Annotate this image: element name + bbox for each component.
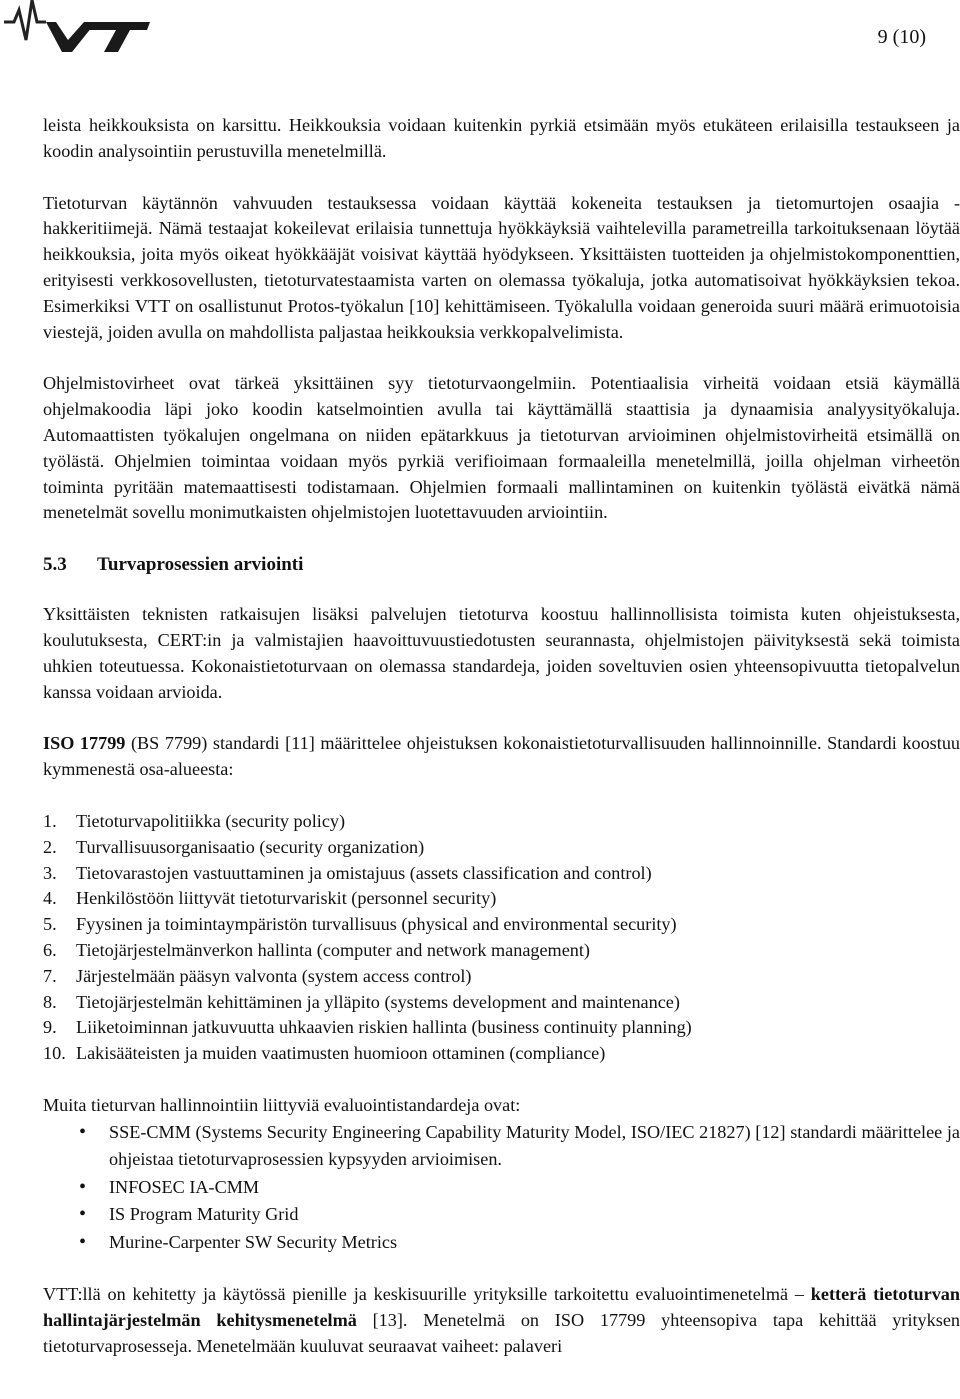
list-item [43,1015,960,1041]
list-item [43,886,960,912]
iso-standard-name: ISO 17799 [43,733,126,754]
section-heading [43,552,960,578]
list-item-text: Tietoturvapolitiikka (security policy) [76,810,346,831]
list-item-number: 3. [43,862,57,883]
paragraph-6: Muita tieturvan hallinnointiin liittyviä evaluointistandardeja ovat: [43,1094,521,1115]
list-item-number: 6. [43,939,57,960]
list-item [43,938,960,964]
list-item [43,809,960,835]
list-item-text: Fyysinen ja toimintaympäristön turvallisuus (physical and environmental security) [76,914,677,935]
document-body [43,113,960,1386]
list-item [43,990,960,1016]
method-name: ketterä tietoturvan hallintajärjestelmän kehitysmenetelmä [43,1284,960,1330]
list-item-text: Lakisääteisten ja muiden vaatimusten huomioon ottaminen (compliance) [76,1043,606,1064]
iso-domain-list [43,809,960,1067]
list-item-number: 7. [43,965,57,986]
list-item-number: 5. [43,914,57,935]
list-item-number: 10. [43,1043,66,1064]
bullet-item: • Murine-Carpenter SW Security Metrics [43,1229,960,1257]
page-header [0,0,960,90]
list-item-text: Turvallisuusorganisaatio (security organization) [76,836,425,857]
list-item-number: 9. [43,1017,57,1038]
list-item [43,835,960,861]
bullet-item: • SSE-CMM (Systems Security Engineering Capability Maturity Model, ISO/IEC 21827) [12] standardi määrittelee ja ohjeistaa tietoturvaprosessien kypsyyden arvioimisen. [43,1119,960,1174]
list-item-text: Tietojärjestelmänverkon hallinta (computer and network management) [76,939,590,960]
list-item-text: Tietojärjestelmän kehittäminen ja ylläpito (systems development and maintenance) [76,991,680,1012]
standards-bullet-list [43,1119,960,1257]
logo-text: VTT [152,56,154,57]
paragraph-1: leista heikkouksista on karsittu. Heikkouksia voidaan kuitenkin pyrkiä etsimään myös etukäteen erilaisilla testaukseen ja koodin analysointiin perustuvilla menetelmillä. [43,115,960,161]
list-item [43,964,960,990]
bullet-item: • INFOSEC IA-CMM [43,1174,960,1202]
list-item [43,1041,960,1067]
list-item-number: 8. [43,991,57,1012]
list-item [43,912,960,938]
list-item-text: Järjestelmään pääsyn valvonta (system access control) [76,965,472,986]
list-item-text: Henkilöstöön liittyvät tietoturvariskit (personnel security) [76,888,497,909]
paragraph-2: Tietoturvan käytännön vahvuuden testauksessa voidaan käyttää kokeneita testauksen ja tietomurtojen osaajia - hakkeritiimejä. Nämä testaajat kokeilevat erilaisia tunnettuja hyökkäyksiä vaihtelevilla parametreilla tarkoituksenaan löytää heikkouksia, joita myös oikeat hyökkääjät voisivat käyttää hyödykseen. Yksittäisten tuotteiden ja ohjelmistokomponenttien, erityisesti verkkosovellusten, tietoturvatestaamista varten on olemassa työkaluja, jotka automatisoivat hyökkäyksien tekoa. Esimerkiksi VTT on osallistunut Protos-työkalun [10] kehittämiseen. Työkalulla voidaan generoida suuri määrä erimuotoisia viestejä, joiden avulla on mahdollista paljastaa heikkouksia verkkopalvelimista. [43,192,960,342]
paragraph-5: ISO 17799 (BS 7799) standardi [11] määrittelee ohjeistuksen kokonaistietoturvallisuuden hallinnoinnille. Standardi koostuu kymmenestä osa-alueesta: [43,733,960,780]
section-number: 5.3 [43,554,67,576]
paragraph-3: Ohjelmistovirheet ovat tärkeä yksittäinen syy tietoturvaongelmiin. Potentiaalisia virheitä voidaan etsiä käymällä ohjelmakoodia läpi joko koodin katselmointien avulla tai käyttämällä staattisia ja dynaamisia analyysityökaluja. Automaattisten työkalujen ongelmana on niiden epätarkkuus ja tietoturvan arvioiminen ohjelmistovirheitä etsimällä on työlästä. Ohjelmien toimintaa voidaan myös pyrkiä verifioimaan formaaleilla menetelmillä, joilla ohjelman virheetön toiminta pyritään matemaattisesti todistamaan. Ohjelmien formaali mallintaminen on kuitenkin työlästä eivätkä nämä menetelmät sovellu monimutkaisten ohjelmistojen luotettavuuden arviointiin. [43,373,960,523]
paragraph-7: VTT:llä on kehitetty ja käytössä pienille ja keskisuurille yrityksille tarkoitettu evaluointimenetelmä – ketterä tietoturvan hallintajärjestelmän kehitysmenetelmä [13]. Menetelmä on ISO 17799 yhteensopiva tapa kehittää yrityksen tietoturvaprosesseja. Menetelmään kuuluvat seuraavat vaiheet: palaveri [43,1284,960,1356]
list-item-number: 2. [43,836,57,857]
vtt-logo [2,0,152,56]
paragraph-4: Yksittäisten teknisten ratkaisujen lisäksi palvelujen tietoturva koostuu hallinnollisista toimista kuten ohjeistuksesta, koulutuksesta, CERT:in ja valmistajien haavoittuvuustiedotusten seurannasta, ohjelmistojen päivityksestä sekä toimista uhkien toteutuessa. Kokonaistietoturvaan on olemassa standardeja, joiden soveltuvien osien yhteensopivuutta tietopalvelun kanssa voidaan arvioida. [43,604,960,702]
list-item [43,861,960,887]
list-item-number: 4. [43,888,57,909]
page-number: 9 (10) [877,26,926,48]
section-title: Turvaprosessien arviointi [97,554,304,576]
list-item-text: Liiketoiminnan jatkuvuutta uhkaavien riskien hallinta (business continuity planning) [76,1017,692,1038]
bullet-item: • IS Program Maturity Grid [43,1201,960,1229]
list-item-text: Tietovarastojen vastuuttaminen ja omistajuus (assets classification and control) [76,862,652,883]
list-item-number: 1. [43,810,57,831]
